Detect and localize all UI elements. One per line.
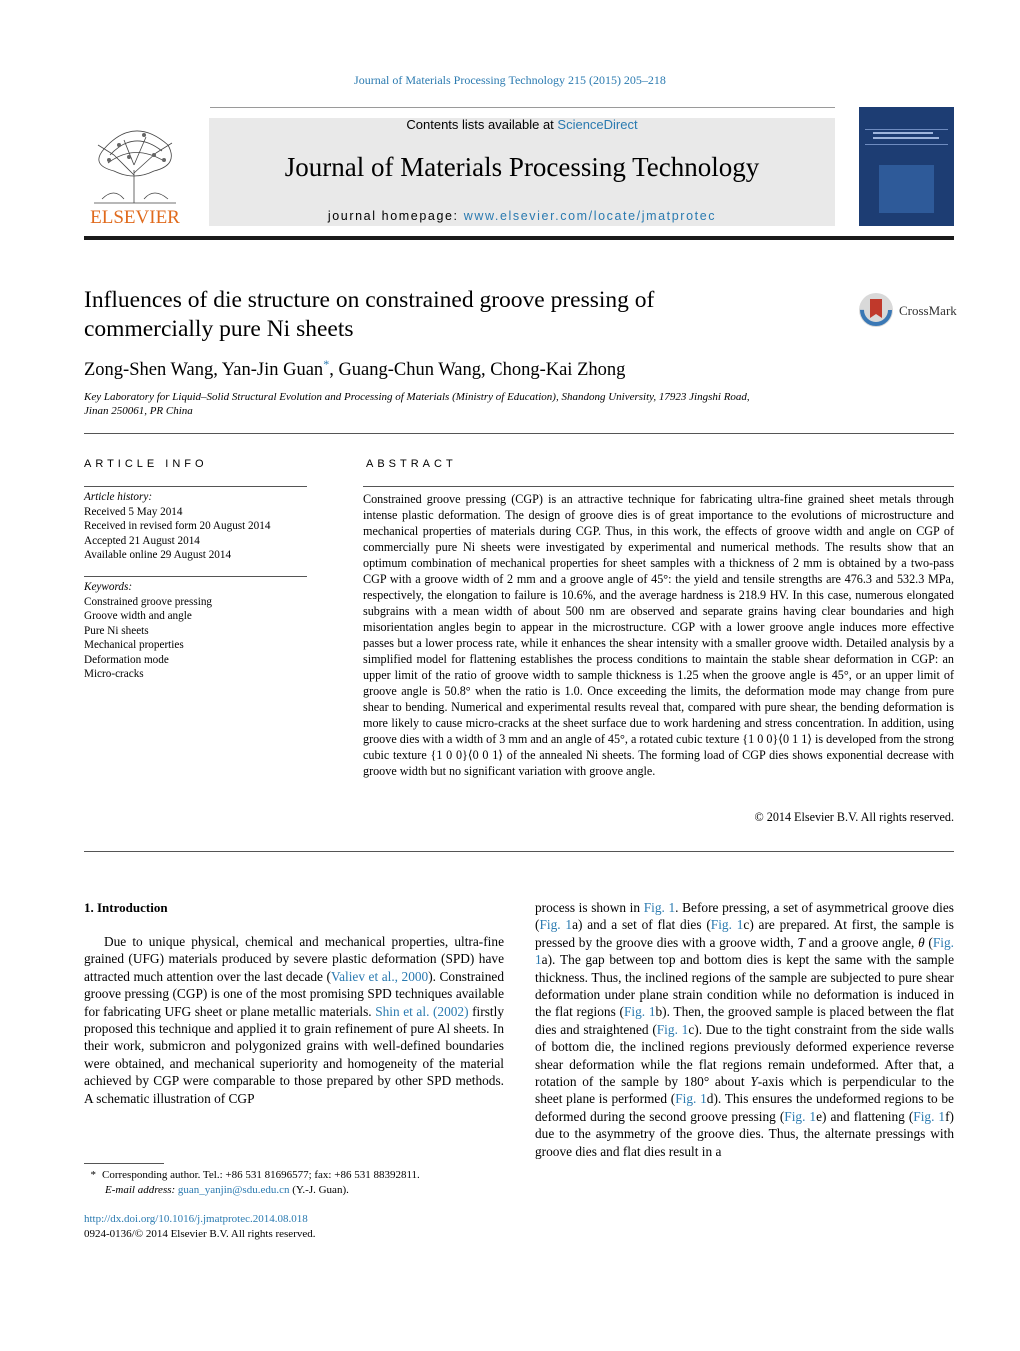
body-text: . Before pressing, a set of asymmetrical groove dies ( <box>535 900 954 933</box>
author-list <box>84 357 625 381</box>
header-divider <box>210 107 835 108</box>
email-label: E-mail address: <box>105 1184 178 1196</box>
abstract-copyright: © 2014 Elsevier B.V. All rights reserved. <box>754 810 954 824</box>
symbol: T <box>797 934 805 950</box>
history-item: Received 5 May 2014 <box>84 505 183 518</box>
body-text: f) due to the asymmetry of the groove dies. Thus, the alternate pressings with groove dies and flat dies result in a <box>535 1108 954 1159</box>
article-history <box>84 490 270 563</box>
footnote <box>84 1168 504 1198</box>
contents-line <box>209 117 835 132</box>
symbol: Y <box>750 1074 758 1090</box>
section-divider <box>84 851 954 852</box>
body-text: c). Due to the tight constraint from the side walls of bottom die, the inclined regions previously deformed experience reverse shear deformation while the flat regions remain undeformed. After that, a rotation of the sample by 180° about <box>535 1021 954 1090</box>
affiliation-line: Jinan 250061, PR China <box>84 405 193 417</box>
intro-paragraph-continued <box>535 899 954 1160</box>
figure-link[interactable]: Fig. 1 <box>784 1108 817 1124</box>
affiliation <box>84 390 824 418</box>
body-text: Due to unique physical, chemical and mechanical properties, ultra-fine grained (UFG) materials produced by severe plastic deformation (SPD) have attracted much attention over the last decade ( <box>84 934 504 984</box>
body-text: b). Then, the grooved sample is placed between the flat dies and straightened ( <box>535 1004 954 1037</box>
doi-block <box>84 1212 316 1242</box>
cover-image <box>879 165 934 213</box>
keyword-item: Constrained groove pressing <box>84 595 213 608</box>
corresponding-author-marker[interactable]: * <box>323 357 330 371</box>
article-title <box>84 286 784 344</box>
corresponding-footnote <box>84 1168 504 1183</box>
body-text: and a groove angle, <box>804 934 919 950</box>
email-suffix: (Y.-J. Guan). <box>289 1184 349 1196</box>
affiliation-line: Key Laboratory for Liquid–Solid Structural Evolution and Processing of Materials (Ministry of Education), Shandong University, 17923 Jingshi Road, <box>84 391 750 403</box>
body-text: process is shown in <box>535 900 644 915</box>
body-text: ( <box>924 934 933 950</box>
body-text: a). The gap between top and bottom dies is kept the same with the sample thickness. Thus, the inclined regions of the sample are subjected to pure shear deformation under plane strain condition while no deformation is induced in the flat regions ( <box>535 952 954 1020</box>
history-item: Accepted 21 August 2014 <box>84 534 200 547</box>
history-item: Available online 29 August 2014 <box>84 549 232 561</box>
abstract-divider <box>363 486 954 487</box>
article-info-divider <box>84 576 307 577</box>
body-text: e) and flattening ( <box>816 1108 914 1124</box>
section-divider <box>84 433 954 434</box>
cover-title-line <box>873 137 939 139</box>
footnote-divider <box>84 1163 164 1164</box>
keyword-item: Micro-cracks <box>84 668 144 680</box>
keyword-item: Mechanical properties <box>84 639 184 651</box>
body-text: d). This ensures the undeformed regions to be deformed during the second groove pressing ( <box>535 1091 954 1124</box>
figure-link[interactable]: Fig. 1 <box>675 1091 707 1107</box>
header-thick-rule <box>84 236 954 240</box>
authors-part: Zong-Shen Wang, Yan-Jin Guan <box>84 360 324 381</box>
email-footnote <box>84 1183 504 1198</box>
history-label: Article history: <box>84 491 153 503</box>
figure-link[interactable]: Fig. 1 <box>535 934 955 968</box>
issn-line: 0924-0136/© 2014 Elsevier B.V. All rights reserved. <box>84 1228 316 1240</box>
intro-paragraph <box>84 933 504 1107</box>
body-text: firstly proposed this technique and applied it to grain refinement of pure Al sheets. In their work, submicron and polygonized grains with well-defined boundaries were obtained, and mechanical superiority and homogeneity of the material achieved by CGP were comparable to those prepared by other SPD methods. A schematic illustration of CGP <box>84 1003 504 1106</box>
journal-title: Journal of Materials Processing Technology <box>284 152 760 182</box>
journal-citation[interactable]: Journal of Materials Processing Technology 215 (2015) 205–218 <box>354 73 666 87</box>
symbol: θ <box>918 934 925 950</box>
figure-link[interactable]: Fig. 1 <box>539 917 573 933</box>
citation-link[interactable]: Valiev et al., 2000 <box>330 968 429 984</box>
body-text: -axis which is perpendicular to the sheet plane is performed ( <box>535 1074 954 1107</box>
elsevier-logo[interactable] <box>84 115 186 227</box>
journal-cover-thumbnail[interactable] <box>859 107 954 226</box>
crossmark-icon <box>858 290 898 330</box>
homepage-prefix: journal homepage: <box>327 209 464 223</box>
citation-link[interactable]: Shin et al. (2002) <box>375 1003 469 1019</box>
body-text: c) are prepared. At first, the sample is pressed by the groove dies with a groove width, <box>535 917 954 950</box>
title-line: Influences of die structure on constrained groove pressing of <box>84 287 655 313</box>
authors-part: , Guang-Chun Wang, Chong-Kai Zhong <box>329 360 626 381</box>
email-link[interactable]: guan_yanjin@sdu.edu.cn <box>177 1184 290 1196</box>
figure-link[interactable]: Fig. 1 <box>623 1004 656 1020</box>
homepage-link[interactable]: www.elsevier.com/locate/jmatprotec <box>463 209 717 223</box>
figure-link[interactable]: Fig. 1 <box>913 1108 946 1124</box>
footnote-text: Corresponding author. Tel.: +86 531 81696577; fax: +86 531 88392811. <box>102 1169 420 1181</box>
abstract-heading: ABSTRACT <box>366 458 457 470</box>
article-info-divider <box>84 486 307 487</box>
body-text: ). Constrained groove pressing (CGP) is one of the most promising SPD techniques available for fabricating UFG sheet or plane metallic materials. <box>84 968 505 1019</box>
introduction-heading: 1. Introduction <box>84 900 168 915</box>
abstract-text: Constrained groove pressing (CGP) is an attractive technique for fabricating ultra-fine grained sheet metals through intense plastic deformation. The design of groove dies is of great importance to the evolutions of microstructure and mechanical properties of materials during CGP. Thus, in this work, the effects of groove width and angle on CGP of commercially pure Ni sheets were investigated by experimental and numerical methods. The results show that an optimum combination of mechanical properties for sheet samples with a thickness of 2 mm is obtained by a two-pass CGP with a groove width of 2 mm and a groove angle of 45°: the yield and tensile strengths are 476.3 and 532.3 MPa, respectively, the elongation to failure is 10.6%, and the average hardness is 218.9 HV. In this case, numerous elongated subgrains with a mean width of about 500 nm are observed and separate grains having clear boundaries and high misorientation angles begin to appear in the microstructure. CGP with a lower groove angle induces more effective passes but a lower process rate, while it enhances the shear intensity with a smaller groove width. Detailed analysis by a simplified model for flattening establishes the process conditions to maintain the stable shear deformation in CGP: an upper limit of the ratio of groove width to sample thickness is 1.25 when the groove angle is 45°, or an upper limit of groove angle is 50.8° when the ratio is 1.0. Once exceeding the limits, the deformation mode may change from pure shear to bending. Numerical and experimental results reveal that, compared with pure shear, the bending deformation is more likely to cause micro-cracks at the sheet surface due to work hardening and stress concentration. In addition, using groove dies with a width of 3 mm and an angle of 45°, a rotated cubic texture {1 0 0}⟨0 1 1⟩ is developed from the strong cubic texture {1 0 0}⟨0 0 1⟩ of the annealed Ni sheets. The forming load of CGP dies shows exponential decrease with groove width but no significant variation with groove angle. <box>363 492 954 778</box>
keyword-item: Deformation mode <box>84 653 169 666</box>
article-info-heading: ARTICLE INFO <box>84 458 208 470</box>
figure-link[interactable]: Fig. 1 <box>643 900 676 915</box>
keywords-label: Keywords: <box>84 581 133 593</box>
journal-homepage <box>209 209 835 223</box>
doi-link[interactable]: http://dx.doi.org/10.1016/j.jmatprotec.2014.08.018 <box>84 1213 308 1225</box>
contents-prefix: Contents lists available at <box>406 117 558 132</box>
figure-link[interactable]: Fig. 1 <box>656 1021 689 1037</box>
crossmark-label: CrossMark <box>899 303 957 318</box>
footnote-star: * <box>90 1169 96 1181</box>
body-text: a) and a set of flat dies ( <box>572 917 711 933</box>
keyword-item: Groove width and angle <box>84 610 192 622</box>
keyword-item: Pure Ni sheets <box>84 624 149 637</box>
history-item: Received in revised form 20 August 2014 <box>84 520 271 532</box>
cover-title-line <box>873 132 933 134</box>
elsevier-tree-icon <box>84 115 186 227</box>
keywords <box>84 580 212 682</box>
svg-text:ELSEVIER: ELSEVIER <box>90 207 180 227</box>
figure-link[interactable]: Fig. 1 <box>710 917 744 933</box>
title-line: commercially pure Ni sheets <box>84 316 354 342</box>
sciencedirect-link[interactable]: ScienceDirect <box>557 117 638 132</box>
